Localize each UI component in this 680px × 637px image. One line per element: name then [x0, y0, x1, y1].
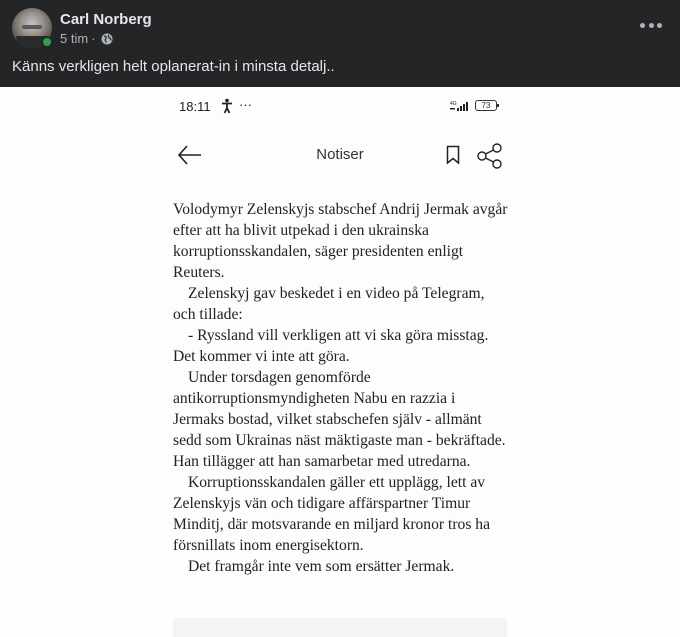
online-status-icon — [41, 36, 53, 48]
post-time[interactable]: 5 tim — [60, 31, 89, 46]
globe-icon — [101, 33, 113, 45]
accessibility-icon — [221, 98, 233, 114]
post-text: Känns verkligen helt oplanerat-in i minsta detalj.. — [12, 58, 335, 75]
more-horizontal-icon — [640, 23, 645, 28]
battery-indicator: 73 — [475, 100, 497, 111]
article-paragraph: Korruptionsskandalen gäller ett upplägg, lett av Zelenskyjs vän och tidigare affärspartner Timur Minditj, där motsvarande en miljard kronor tros ha försnillats inom energisektorn. — [173, 474, 490, 554]
signal-4g-icon — [449, 100, 471, 112]
meta-separator: · — [91, 31, 96, 46]
svg-text:4G: 4G — [450, 101, 457, 107]
bottom-card-placeholder — [173, 618, 507, 637]
article-navbar — [172, 139, 508, 173]
dot — [649, 23, 654, 28]
post-image-screenshot[interactable] — [0, 87, 680, 637]
more-options-button[interactable] — [640, 20, 662, 30]
article-paragraph: Zelenskyj gav beskedet i en video på Telegram, och tillade: — [173, 285, 485, 323]
status-more-dots: ··· — [239, 97, 252, 112]
avatar-glasses — [22, 25, 42, 29]
article-quote: - Ryssland vill verkligen att vi ska göra misstag. Det kommer vi inte att göra. — [173, 327, 489, 365]
article-paragraph: Det framgår inte vem som ersätter Jermak. — [188, 558, 455, 575]
bookmark-icon[interactable] — [446, 145, 460, 165]
author-name[interactable]: Carl Norberg — [60, 11, 152, 28]
share-icon[interactable] — [476, 142, 504, 170]
article-body — [173, 199, 509, 577]
status-time: 18:11 — [179, 99, 211, 114]
phone-status-bar — [179, 98, 505, 116]
post-meta — [60, 31, 113, 46]
article-paragraph: Volodymyr Zelenskyjs stabschef Andrij Jermak avgår efter att ha blivit utpekad i den ukrainska korruptionsskandalen, säger presidenten enligt Reuters. — [173, 201, 508, 281]
article-paragraph: Under torsdagen genomförde antikorruptionsmyndigheten Nabu en razzia i Jermaks bostad, vilket stabschefen själv - allmänt sedd som Ukrainas näst mäktigaste man - bekräftade. Han tillägger att han samarbetar med utredarna. — [173, 369, 506, 470]
post-header — [0, 0, 680, 87]
nav-title: Notiser — [316, 146, 364, 163]
dot — [657, 23, 662, 28]
